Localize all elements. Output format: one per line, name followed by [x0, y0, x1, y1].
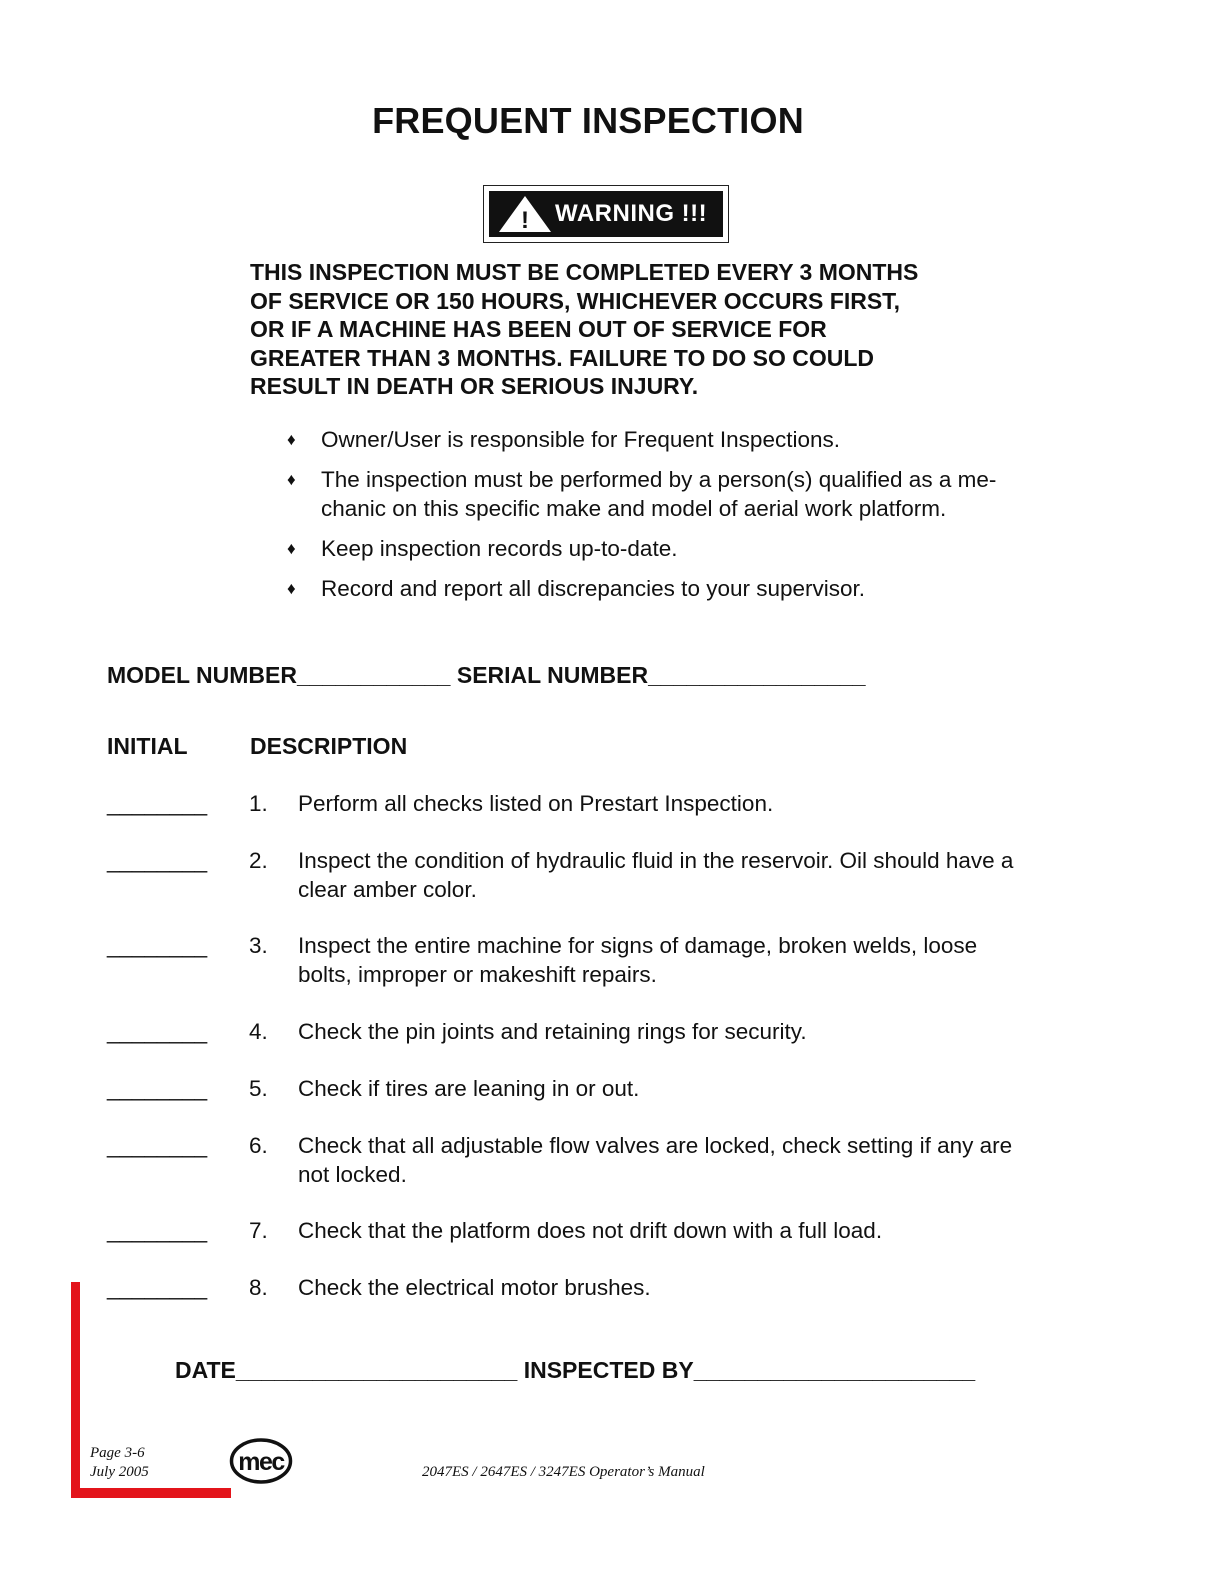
item-number: 1.: [249, 791, 268, 816]
item-number: 3.: [249, 933, 268, 958]
inspected-by-field[interactable]: ______________________: [693, 1357, 976, 1383]
mec-logo: [229, 1437, 293, 1485]
list-item: [284, 425, 1084, 454]
item-text: bolts, improper or makeshift repairs.: [298, 961, 657, 987]
initial-field[interactable]: ________: [107, 1275, 208, 1300]
item-text: Check that all adjustable flow valves are locked, check setting if any are: [298, 1133, 1013, 1158]
diamond-bullet-icon: ♦: [287, 539, 296, 558]
diamond-bullet-icon: ♦: [287, 579, 296, 598]
model-number-label: MODEL NUMBER: [107, 662, 297, 688]
bullet-text: Record and report all discrepancies to your supervisor.: [321, 576, 866, 601]
list-item: [284, 574, 1084, 603]
date-label: DATE: [175, 1357, 236, 1383]
item-text: clear amber color.: [298, 876, 477, 902]
logo-text: mec: [238, 1448, 284, 1476]
item-number: 2.: [249, 848, 268, 873]
item-number: 6.: [249, 1133, 268, 1158]
diamond-bullet-icon: ♦: [287, 470, 296, 489]
signoff-row: [175, 1357, 975, 1384]
model-number-field[interactable]: ____________: [296, 662, 451, 688]
warning-line: THIS INSPECTION MUST BE COMPLETED EVERY 3 MONTHS: [250, 259, 919, 285]
initial-field[interactable]: ________: [107, 848, 208, 873]
warning-line: OF SERVICE OR 150 HOURS, WHICHEVER OCCURS FIRST,: [250, 287, 901, 314]
list-item: [284, 465, 1084, 523]
model-serial-row: [107, 662, 866, 689]
bullet-list: [284, 425, 1084, 614]
initial-field[interactable]: ________: [107, 1133, 208, 1158]
item-text: not locked.: [298, 1161, 407, 1187]
initial-field[interactable]: ________: [107, 791, 208, 816]
item-text: Inspect the entire machine for signs of damage, broken welds, loose: [298, 933, 978, 958]
item-text: Inspect the condition of hydraulic fluid in the reservoir. Oil should have a: [298, 848, 1014, 873]
red-margin-bar: [71, 1282, 80, 1498]
page-number: Page 3-6: [90, 1445, 145, 1461]
initial-field[interactable]: ________: [107, 933, 208, 958]
item-number: 4.: [249, 1019, 268, 1044]
warning-line: GREATER THAN 3 MONTHS. FAILURE TO DO SO COULD: [250, 344, 874, 371]
item-text: Perform all checks listed on Prestart Inspection.: [298, 791, 774, 816]
page-title: FREQUENT INSPECTION: [372, 100, 804, 141]
warning-triangle-icon: [497, 194, 553, 234]
item-text: Check that the platform does not drift down with a full load.: [298, 1218, 883, 1243]
item-number: 8.: [249, 1275, 268, 1300]
initial-field[interactable]: ________: [107, 1019, 208, 1044]
date-field[interactable]: ______________________: [235, 1357, 518, 1383]
item-number: 7.: [249, 1218, 268, 1243]
item-text: Check the pin joints and retaining rings for security.: [298, 1019, 807, 1044]
manual-title: 2047ES / 2647ES / 3247ES Operator’s Manual: [422, 1464, 705, 1480]
item-text: Check if tires are leaning in or out.: [298, 1076, 640, 1101]
warning-label: WARNING !!!: [555, 200, 708, 227]
bullet-text: chanic on this specific make and model of aerial work platform.: [321, 496, 947, 521]
warning-line: OR IF A MACHINE HAS BEEN OUT OF SERVICE FOR: [250, 316, 827, 342]
serial-number-label: SERIAL NUMBER: [456, 662, 649, 688]
diamond-bullet-icon: ♦: [287, 430, 296, 449]
publication-date: July 2005: [90, 1464, 149, 1480]
warning-sign: [483, 185, 729, 243]
warning-line: RESULT IN DEATH OR SERIOUS INJURY.: [250, 373, 699, 399]
inspected-by-label: INSPECTED BY: [523, 1357, 694, 1383]
bullet-text: The inspection must be performed by a person(s) qualified as a me-: [321, 467, 997, 492]
initial-field[interactable]: ________: [107, 1076, 208, 1101]
bullet-text: Owner/User is responsible for Frequent Inspections.: [321, 427, 840, 452]
item-number: 5.: [249, 1076, 268, 1101]
warning-symbol: !: [521, 207, 529, 234]
item-text: Check the electrical motor brushes.: [298, 1275, 651, 1300]
bullet-text: Keep inspection records up-to-date.: [321, 536, 678, 561]
warning-text: [250, 258, 970, 401]
footer-page-info: [90, 1444, 149, 1482]
initial-column-header: INITIAL: [107, 733, 188, 759]
red-footer-bar: [71, 1488, 231, 1498]
serial-number-field[interactable]: _________________: [648, 662, 866, 688]
list-item: [284, 534, 1084, 563]
initial-field[interactable]: ________: [107, 1218, 208, 1243]
description-column-header: DESCRIPTION: [250, 733, 408, 759]
